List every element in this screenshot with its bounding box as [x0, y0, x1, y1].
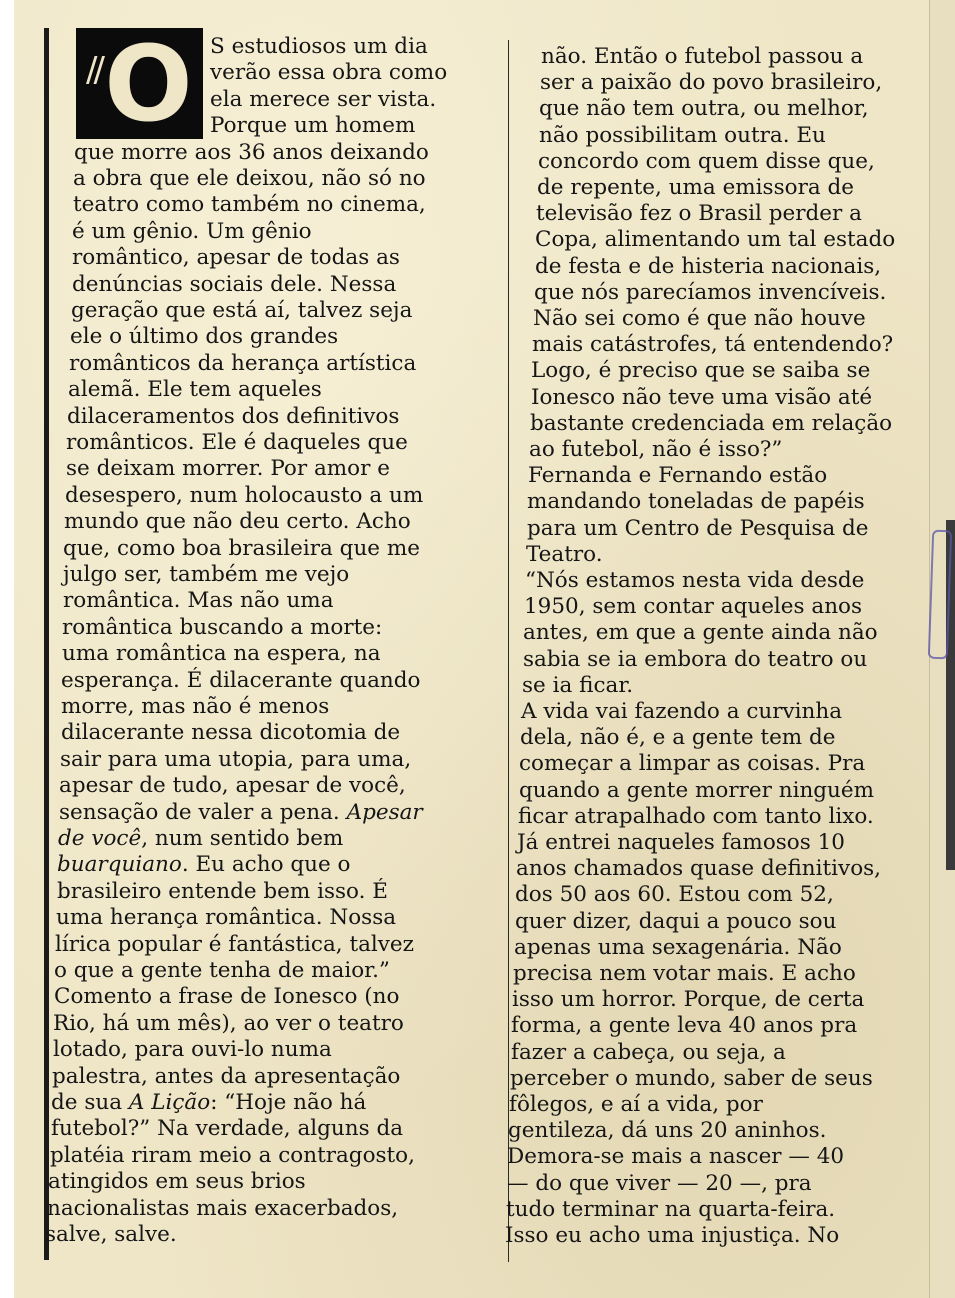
right-column-line: quando a gente morrer ninguém: [519, 777, 875, 803]
right-column-line: mandando toneladas de papéis: [527, 489, 865, 515]
right-column-line: Teatro.: [526, 541, 603, 567]
right-column-line: A vida vai fazendo a curvinha: [521, 699, 843, 724]
left-column-text: verão essa obra como: [210, 60, 448, 86]
left-column-text: mundo que não deu certo. Acho: [64, 509, 411, 535]
right-column-line: Já entrei naqueles famosos 10: [517, 830, 845, 855]
right-column-line: — do que viver — 20 —, pra: [507, 1170, 812, 1196]
right-column-line: Logo, é preciso que se saiba se: [531, 358, 871, 384]
left-column-text: esperança. É dilacerante quando: [61, 667, 421, 693]
right-column-line: não. Então o futebol passou a: [541, 44, 864, 69]
left-column-text: sensação de valer a pena.: [59, 799, 347, 825]
right-column-line: perceber o mundo, saber de seus: [510, 1065, 873, 1091]
right-column-line: fôlegos, e aí a vida, por: [509, 1092, 763, 1117]
left-column-text: românticos da herança artística: [69, 350, 417, 376]
right-column-line: fazer a cabeça, ou seja, a: [511, 1039, 786, 1065]
drop-cap-letter: O: [104, 22, 193, 145]
left-column-text: nacionalistas mais exacerbados,: [47, 1195, 399, 1221]
left-column-text: romântica. Mas não uma: [63, 588, 334, 614]
left-column-text: lírica popular é fantástica, talvez: [55, 931, 414, 957]
left-column-text: é um gênio. Um gênio: [72, 218, 312, 244]
left-column-text: que, como boa brasileira que me: [63, 535, 420, 561]
right-column-line: ficar atrapalhado com tanto lixo.: [518, 803, 874, 829]
right-column-line: mais catástrofes, tá entendendo?: [532, 332, 894, 358]
left-column-text: uma herança romântica. Nossa: [56, 905, 397, 931]
left-column-text: palestra, antes da apresentação: [52, 1063, 401, 1089]
right-column-line: se ia ficar.: [522, 672, 634, 698]
left-column-text: ela merece ser vista.: [210, 86, 437, 112]
right-column-line: de repente, uma emissora de: [537, 175, 854, 200]
right-column-line: gentileza, dá uns 20 aninhos.: [508, 1118, 827, 1144]
left-column-text: a obra que ele deixou, não só no: [73, 166, 426, 191]
left-column-text: de você: [58, 826, 142, 851]
right-column-line: precisa nem votar mais. E acho: [513, 961, 856, 986]
left-column-text: S estudiosos um dia: [210, 34, 428, 59]
left-column-text: uma romântica na espera, na: [62, 641, 381, 667]
left-column-text: Porque um homem: [210, 113, 416, 139]
right-column-line: 1950, sem contar aqueles anos: [524, 594, 863, 620]
right-column-line: televisão fez o Brasil perder a: [536, 201, 862, 227]
right-column-line: bastante credenciada em relação: [530, 410, 893, 436]
left-column-text: buarquiano: [57, 852, 182, 878]
left-column-text: Rio, há um mês), ao ver o teatro: [53, 1010, 404, 1036]
right-column-line: isso um horror. Porque, de certa: [512, 987, 865, 1013]
right-column-line: que nós parecíamos invencíveis.: [534, 279, 887, 305]
left-column-text: alemã. Ele tem aqueles: [68, 377, 322, 403]
left-column-text: morre, mas não é menos: [61, 694, 330, 719]
right-column-line: “Nós estamos nesta vida desde: [525, 568, 865, 593]
right-column-line: Ionesco não teve uma visão até: [531, 384, 873, 410]
left-column-text: ele o último dos grandes: [70, 324, 339, 350]
right-column-line: Copa, alimentando um tal estado: [535, 227, 896, 253]
right-column-line: anos chamados quase definitivos,: [516, 856, 882, 882]
left-column-text: romântica buscando a morte:: [62, 614, 383, 640]
left-column-text: : “Hoje não há: [210, 1090, 367, 1115]
right-column-line: tudo terminar na quarta-feira.: [506, 1196, 836, 1222]
left-column-text: A Lição: [128, 1090, 211, 1115]
right-column-line: começar a limpar as coisas. Pra: [519, 751, 866, 777]
right-column-line: Não sei como é que não houve: [533, 306, 866, 331]
right-column-line: apenas uma sexagenária. Não: [514, 934, 842, 960]
left-column-text: dilaceramentos dos definitivos: [67, 403, 400, 429]
left-column-text: que morre aos 36 anos deixando: [74, 139, 429, 165]
left-column-text: lotado, para ouvi-lo numa: [53, 1037, 332, 1063]
right-column-line: dela, não é, e a gente tem de: [520, 725, 836, 751]
left-column-text: . Eu acho que o: [181, 852, 351, 878]
left-column-text: Apesar: [346, 799, 423, 825]
right-column-line: de festa e de histeria nacionais,: [535, 253, 882, 279]
left-column-text: atingidos em seus brios: [48, 1169, 306, 1195]
left-column-text: sair para uma utopia, para uma,: [60, 746, 412, 772]
right-column-line: Isso eu acho uma injustiça. No: [505, 1223, 840, 1248]
left-column-text: brasileiro entende bem isso. É: [57, 878, 388, 904]
left-column-text: se deixam morrer. Por amor e: [66, 456, 390, 482]
left-column-text: desespero, num holocausto a um: [65, 482, 424, 508]
right-column-line: forma, a gente leva 40 anos pra: [511, 1013, 858, 1039]
left-column-text: julgo ser, também me vejo: [63, 562, 350, 587]
left-column-text: românticos. Ele é daqueles que: [66, 430, 408, 455]
right-column-line: para um Centro de Pesquisa de: [527, 515, 869, 541]
right-column-line: dos 50 aos 60. Estou com 52,: [515, 882, 834, 908]
right-column-line: Demora-se mais a nascer — 40: [507, 1144, 845, 1170]
right-column-line: quer dizer, daqui a pouco sou: [515, 908, 837, 934]
left-column-text: de sua: [51, 1090, 129, 1115]
left-column-text: apesar de tudo, apesar de você,: [59, 773, 406, 799]
left-column-text: futebol?” Na verdade, alguns da: [51, 1116, 404, 1142]
left-column-text: denúncias sociais dele. Nessa: [72, 271, 397, 297]
right-column-line: antes, em que a gente ainda não: [523, 620, 878, 646]
left-column-text: salve, salve.: [45, 1222, 177, 1247]
left-column-text: o que a gente tenha de maior.”: [54, 958, 390, 983]
left-column-text: platéia riram meio a contragosto,: [50, 1142, 415, 1168]
left-column-text: dilacerante nessa dicotomia de: [61, 720, 401, 746]
left-column-text: Comento a frase de Ionesco (no: [54, 984, 400, 1010]
right-column-line: sabia se ia embora do teatro ou: [523, 646, 868, 672]
right-column-line: que não tem outra, ou melhor,: [539, 96, 869, 122]
right-column-line: não possibilitam outra. Eu: [539, 122, 826, 148]
right-column-line: ser a paixão do povo brasileiro,: [540, 70, 883, 96]
right-column-line: Fernanda e Fernando estão: [528, 463, 828, 489]
drop-cap-slashes: //: [86, 50, 101, 90]
left-column-text: geração que está aí, talvez seja: [71, 298, 413, 323]
left-column-text: teatro como também no cinema,: [73, 192, 426, 218]
right-column-line: concordo com quem disse que,: [538, 148, 875, 174]
right-column-line: ao futebol, não é isso?”: [529, 437, 783, 462]
left-column-text: romântico, apesar de todas as: [72, 245, 400, 271]
left-column-text: , num sentido bem: [141, 826, 344, 851]
